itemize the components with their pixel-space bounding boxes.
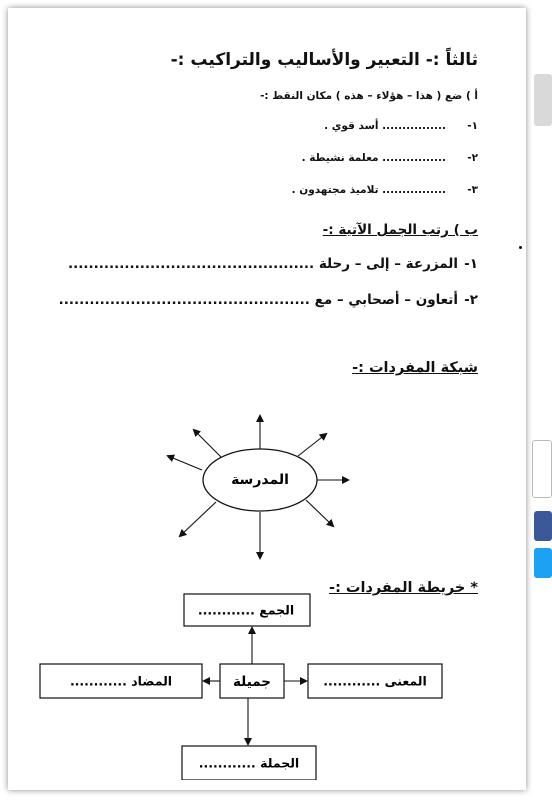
part-a-item-2-num: ٢- — [467, 152, 478, 164]
part-a-item-1: ................ أسد قوي . — [324, 120, 446, 132]
network-arrow-down-right — [306, 500, 333, 526]
stray-dot — [519, 246, 522, 249]
map-meaning-label: المعنى ............ — [323, 673, 427, 689]
part-b-item-1-num: ١- — [464, 256, 478, 272]
vocab-map-title: * خريطة المفردات :- — [329, 580, 478, 596]
part-a-instruction: أ ) ضع ( هذا – هؤلاء – هذه ) مكان النقط :- — [260, 90, 478, 102]
network-arrow-up-right — [298, 434, 326, 456]
part-a-item-1-num: ١- — [467, 120, 478, 132]
part-b-item-2: أتعاون – أصحابي – مع ................................................. — [58, 292, 458, 308]
part-a-item-3: ................ تلاميذ مجتهدون . — [291, 184, 446, 196]
viewer-side-panel-handle[interactable] — [532, 440, 552, 498]
network-arrow-down-left — [180, 502, 216, 536]
map-plural-label: الجمع ............ — [197, 602, 295, 618]
map-opposite-label: المضاد ............ — [69, 673, 173, 689]
vocab-network-title: شبكة المفردات :- — [352, 360, 478, 376]
network-center-label: المدرسة — [231, 472, 289, 488]
map-sentence-label: الجملة ............ — [198, 755, 300, 771]
part-a-item-3-num: ٣- — [467, 184, 478, 196]
map-center-label: جميلة — [233, 674, 271, 690]
part-b-instruction: ب ) رتب الجمل الآتية :- — [322, 222, 478, 238]
share-twitter-icon[interactable] — [534, 548, 552, 578]
vocab-network-diagram — [158, 408, 358, 568]
viewer-scroll-handle[interactable] — [534, 74, 552, 126]
share-facebook-icon[interactable] — [534, 511, 552, 541]
part-b-item-2-num: ٢- — [464, 292, 478, 308]
network-arrow-up-left — [194, 430, 222, 458]
network-arrow-left — [168, 456, 202, 470]
part-a-item-2: ................ معلمة نشيطة . — [301, 152, 446, 164]
vocab-map-diagram — [36, 580, 476, 780]
section-title: ثالثاً :- التعبير والأساليب والتراكيب :- — [170, 50, 478, 70]
part-b-item-1: المزرعة – إلى – رحلة ................................................ — [67, 256, 458, 272]
worksheet-page — [8, 8, 526, 790]
